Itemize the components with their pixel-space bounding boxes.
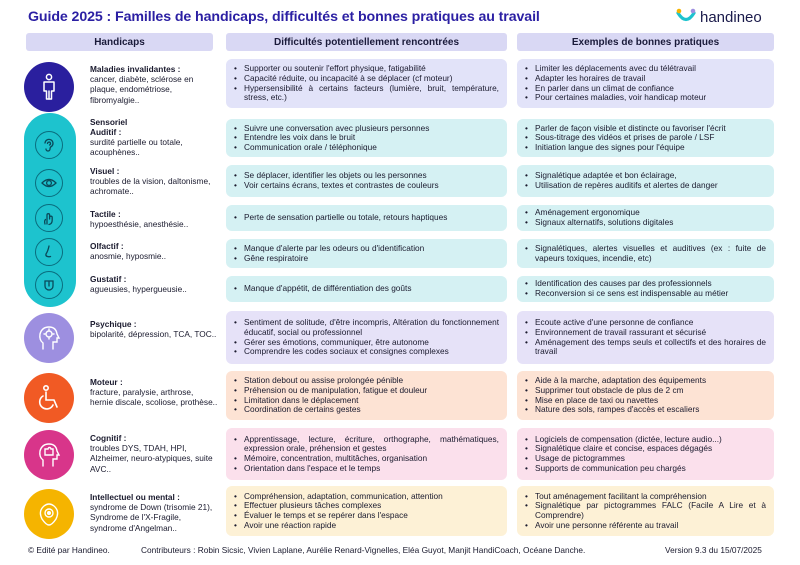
list-item: • Apprentissage, lecture, écriture, orthographe, mathématiques, expression orale, préhension et gestes (234, 435, 499, 454)
page-title: Guide 2025 : Familles de handicaps, difficultés et bonnes pratiques au travail (28, 9, 540, 25)
list-item: • Supporter ou soutenir l'effort physique, fatigabilité (234, 64, 499, 74)
list-item: • Voir certains écrans, textes et contrastes de couleurs (234, 181, 499, 191)
practices-invalidantes (517, 59, 774, 108)
list-item: • Manque d'alerte par les odeurs ou d'identification (234, 244, 499, 254)
handicap-auditif: Auditif : surdité partielle ou totale, acouphènes.. (90, 127, 183, 158)
footer-edited: © Edité par Handineo. (28, 545, 110, 555)
list-item: • Sentiment de solitude, d'être incompris, Altération du fonctionnement éducatif, social ou professionnel (234, 318, 499, 337)
difficulties-psychique (226, 311, 507, 364)
list-item: • Comprendre les codes sociaux et consignes complexes (234, 347, 499, 357)
ear-icon (35, 131, 63, 159)
list-item: • Supprimer tout obstacle de plus de 2 cm (525, 386, 766, 396)
list-item: • Communication orale / téléphonique (234, 143, 499, 153)
wheelchair-icon (24, 373, 74, 423)
practices-tactile (517, 205, 774, 231)
practices-intellectuel (517, 486, 774, 536)
footer-version: Version 9.3 du 15/07/2025 (665, 545, 762, 555)
list-item: • Évaluer le temps et se repérer dans l'espace (234, 511, 499, 521)
invalidantes-icon (24, 62, 74, 112)
handineo-logo-icon (676, 8, 696, 26)
list-item: • Signalétiques, alertes visuelles et auditives (ex : fuite de vapeurs toxiques, incendie, etc) (525, 244, 766, 263)
list-item: • Supports de communication peu chargés (525, 464, 766, 474)
list-item: • Ecoute active d'une personne de confiance (525, 318, 766, 328)
list-item: • Aménagement des temps seuls et collectifs et des horaires de travail (525, 338, 766, 357)
practices-psychique (517, 311, 774, 364)
list-item: • Suivre une conversation avec plusieurs personnes (234, 124, 499, 134)
difficulties-gustatif (226, 276, 507, 302)
handicap-psychique: Psychique : bipolarité, dépression, TCA, TOC.. (90, 319, 217, 340)
difficulties-auditif (226, 119, 507, 157)
practices-cognitif (517, 428, 774, 480)
list-item: • Aménagement ergonomique (525, 208, 766, 218)
list-item: • Hypersensibilité à certains facteurs (lumière, bruit, température, stress, etc.) (234, 84, 499, 103)
difficulties-intellectuel (226, 486, 507, 536)
list-item: • Limitation dans le déplacement (234, 396, 499, 406)
list-item: • Limiter les déplacements avec du télétravail (525, 64, 766, 74)
eye-icon (35, 169, 63, 197)
touch-icon (35, 204, 63, 232)
list-item: • Se déplacer, identifier les objets ou les personnes (234, 171, 499, 181)
list-item: • Signaux alternatifs, solutions digitales (525, 218, 766, 228)
list-item: • Mise en place de taxi ou navettes (525, 396, 766, 406)
list-item: • Initiation langue des signes pour l'équipe (525, 143, 766, 153)
brand-name: handineo (700, 8, 762, 26)
tongue-icon (35, 271, 63, 299)
difficulties-visuel (226, 165, 507, 197)
column-header-difficulties: Difficultés potentiellement rencontrées (226, 33, 507, 51)
list-item: • En parler dans un climat de confiance (525, 84, 766, 94)
handicap-moteur: Moteur : fracture, paralysie, arthrose, hernie discale, scoliose, prothèse.. (90, 377, 218, 408)
practices-auditif (517, 119, 774, 157)
list-item: • Avoir une réaction rapide (234, 521, 499, 531)
list-item: • Aide à la marche, adaptation des équipements (525, 376, 766, 386)
list-item: • Pour certaines maladies, voir handicap moteur (525, 93, 766, 103)
list-item: • Capacité réduite, ou incapacité à se déplacer (cf moteur) (234, 74, 499, 84)
difficulties-cognitif (226, 428, 507, 480)
psychique-icon (24, 313, 74, 363)
list-item: • Signalétique claire et concise, espaces dégagés (525, 444, 766, 454)
list-item: • Préhension ou de manipulation, fatigue et douleur (234, 386, 499, 396)
difficulties-moteur (226, 371, 507, 420)
list-item: • Identification des causes par des professionnels (525, 279, 766, 289)
practices-visuel (517, 165, 774, 197)
brand-logo (676, 8, 762, 26)
list-item: • Adapter les horaires de travail (525, 74, 766, 84)
handicap-cognitif: Cognitif : troubles DYS, TDAH, HPI, Alzheimer, neuro-atypiques, suite AVC.. (90, 433, 213, 474)
column-header-practices: Exemples de bonnes pratiques (517, 33, 774, 51)
handicap-sensoriel: Sensoriel (90, 117, 128, 127)
footer-contributors: Contributeurs : Robin Sicsic, Vivien Laplane, Aurélie Renard-Vignelles, Eléa Guyot, Manjit HandiCoach, Océane Danche. (141, 545, 586, 555)
list-item: • Nature des sols, rampes d'accès et escaliers (525, 405, 766, 415)
practices-moteur (517, 371, 774, 420)
list-item: • Station debout ou assise prolongée pénible (234, 376, 499, 386)
list-item: • Perte de sensation partielle ou totale, retours haptiques (234, 213, 499, 223)
list-item: • Utilisation de repères auditifs et alertes de danger (525, 181, 766, 191)
list-item: • Logiciels de compensation (dictée, lecture audio...) (525, 435, 766, 445)
list-item: • Signalétique par pictogrammes FALC (Facile A Lire et à Comprendre) (525, 501, 766, 520)
difficulties-tactile (226, 205, 507, 231)
handicap-visuel: Visuel : troubles de la vision, daltonisme, achromate.. (90, 166, 211, 197)
nose-icon (35, 238, 63, 266)
handicap-invalidantes: Maladies invalidantes : cancer, diabète, sclérose en plaque, endométriose, fibromyalgie.. (90, 64, 194, 105)
list-item: • Gêne respiratoire (234, 254, 499, 264)
handicap-intellectuel: Intellectuel ou mental : syndrome de Down (trisomie 21), Syndrome de l'X-Fragile, syndrome d'Angelman.. (90, 492, 213, 533)
list-item: • Manque d'appétit, de différentiation des goûts (234, 284, 499, 294)
difficulties-olfactif (226, 239, 507, 268)
practices-olfactif (517, 239, 774, 268)
list-item: • Coordination de certains gestes (234, 405, 499, 415)
list-item: • Environnement de travail rassurant et sécurisé (525, 328, 766, 338)
handicap-tactile: Tactile : hypoesthésie, anesthésie.. (90, 209, 189, 230)
difficulties-invalidantes (226, 59, 507, 108)
list-item: • Effectuer plusieurs tâches complexes (234, 501, 499, 511)
list-item: • Tout aménagement facilitant la compréhension (525, 492, 766, 502)
handicap-olfactif: Olfactif : anosmie, hyposmie.. (90, 241, 167, 262)
handicap-gustatif: Gustatif : agueusies, hypergueusie.. (90, 274, 187, 295)
list-item: • Avoir une personne référente au travail (525, 521, 766, 531)
intellectuel-icon (24, 489, 74, 539)
list-item: • Reconversion si ce sens est indispensable au métier (525, 289, 766, 299)
practices-gustatif (517, 276, 774, 302)
list-item: • Compréhension, adaptation, communication, attention (234, 492, 499, 502)
list-item: • Mémoire, concentration, multitâches, organisation (234, 454, 499, 464)
list-item: • Parler de façon visible et distincte ou favoriser l'écrit (525, 124, 766, 134)
list-item: • Orientation dans l'espace et le temps (234, 464, 499, 474)
list-item: • Gérer ses émotions, communiquer, être autonome (234, 338, 499, 348)
list-item: • Signalétique adaptée et bon éclairage, (525, 171, 766, 181)
list-item: • Usage de pictogrammes (525, 454, 766, 464)
list-item: • Entendre les voix dans le bruit (234, 133, 499, 143)
list-item: • Sous-titrage des vidéos et prises de parole / LSF (525, 133, 766, 143)
column-header-handicaps: Handicaps (26, 33, 213, 51)
puzzle-head-icon (24, 430, 74, 480)
